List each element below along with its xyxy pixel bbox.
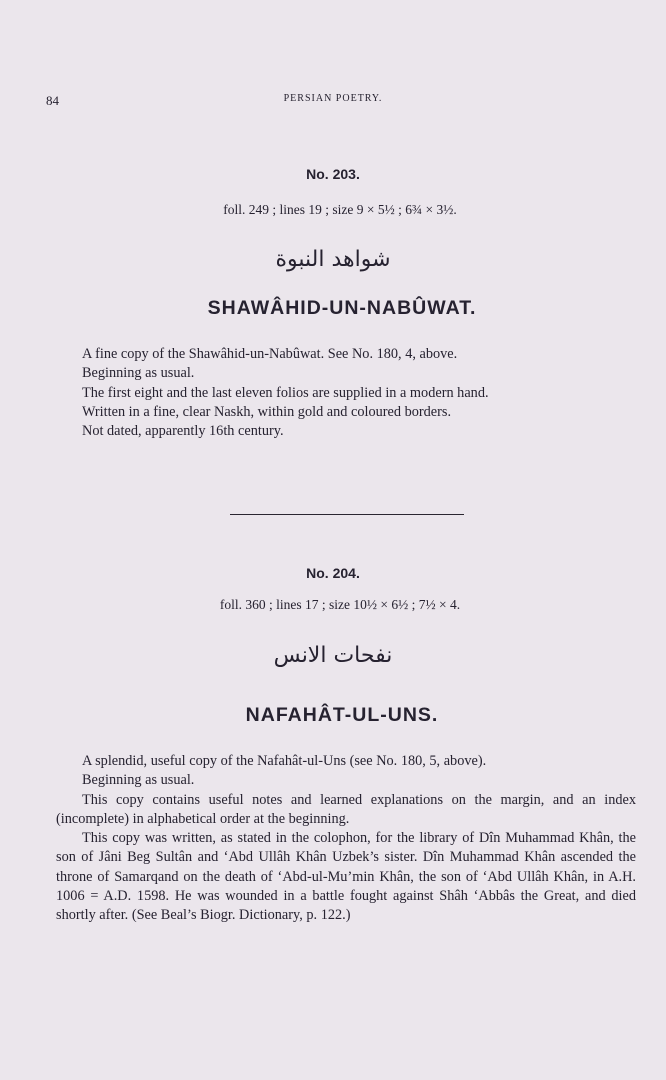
paragraph: A splendid, useful copy of the Nafahât-ul-Uns (see No. 180, 5, above).: [82, 753, 487, 769]
entry-title: SHAWÂHID-UN-NABÛWAT.: [207, 297, 477, 319]
entry-description: foll. 249 ; lines 19 ; size 9 × 5½ ; 6¾ × 3½.: [223, 202, 457, 217]
entry-body: [56, 752, 636, 926]
entry-title: NAFAHÂT-UL-UNS.: [245, 704, 439, 726]
paragraph: This copy was written, as stated in the colophon, for the library of Dîn Muhammad Khân, the son of Jâni Beg Sultân and ‘Abd Ullâh Khân Uzbek’s sister. Dîn Muhammad Khân ascended the throne of Samarqand on the death of ‘Abd-ul-Mu’min Khân, the son of ‘Abd Ullâh Khân, in A.H. 1006 = A.D. 1598. He was wounded in a battle fought against Shâh ‘Abbâs the Great, and died shortly after. (See Beal’s Biogr. Dictionary, p. 122.): [56, 830, 636, 924]
arabic-title: نفحات الانس: [273, 643, 393, 668]
entry-number: No. 204.: [306, 565, 360, 581]
paragraph: Written in a fine, clear Naskh, within gold and coloured borders.: [82, 403, 452, 420]
paragraph: Not dated, apparently 16th century.: [82, 423, 284, 440]
paragraph: The first eight and the last eleven folios are supplied in a modern hand.: [82, 384, 489, 401]
paragraph: This copy contains useful notes and learned explanations on the margin, and an index (incomplete) in alphabetical order at the beginning.: [56, 791, 636, 827]
section-divider: [230, 514, 464, 515]
paragraph: Beginning as usual.: [82, 772, 195, 789]
paragraph: Beginning as usual.: [82, 365, 195, 382]
entry-description: foll. 360 ; lines 17 ; size 10½ × 6½ ; 7½ × 4.: [219, 597, 461, 612]
running-title: PERSIAN POETRY.: [283, 93, 383, 104]
arabic-title: شواهد النبوة: [275, 247, 391, 272]
entry-number: No. 203.: [306, 166, 360, 182]
paragraph: A fine copy of the Shawâhid-un-Nabûwat. See No. 180, 4, above.: [82, 346, 458, 362]
entry-body: [56, 345, 636, 441]
page-number: 84: [46, 93, 59, 108]
